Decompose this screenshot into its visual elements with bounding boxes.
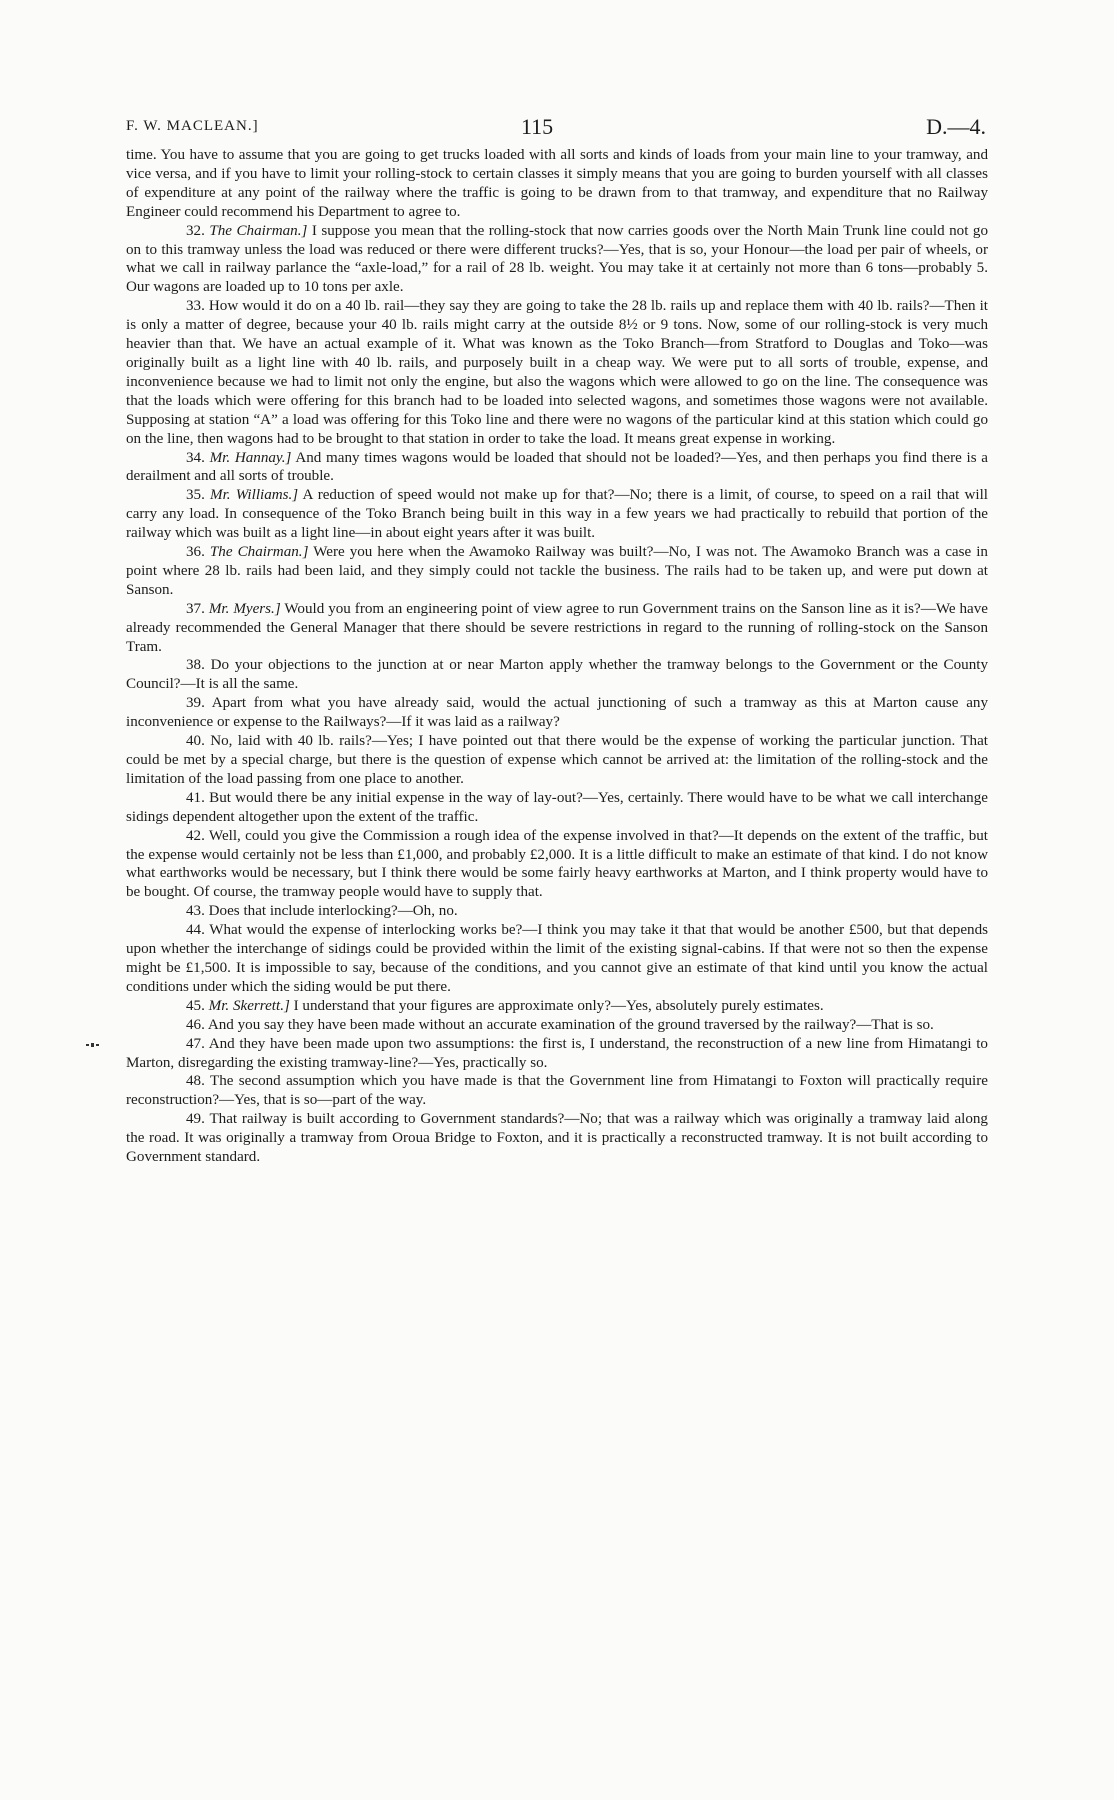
paragraph-text: Would you from an engineering point of view agree to run Government trains on the Sanson line as it is?—We have already recommended the General Manager that there should be severe restrictions in regard to the running of rolling-stock on the Sanson Tram. <box>126 600 988 655</box>
question-40 <box>126 732 988 789</box>
speaker-label: Mr. Skerrett.] <box>208 997 290 1014</box>
paragraph-text: And you say they have been made without an accurate examination of the ground traversed by the railway?—That is so. <box>207 1016 934 1033</box>
paragraph-continuation <box>126 146 988 222</box>
paragraph-text: Do your objections to the junction at or near Marton apply whether the tramway belongs to the Government or the County Council?—It is all the same. <box>126 657 988 693</box>
question-number: 42. <box>186 827 205 844</box>
question-34 <box>126 449 988 487</box>
page-number: 115 <box>521 114 554 139</box>
paragraph-text: What would the expense of interlocking works be?—I think you may take it that that would be another £500, but that depends upon whether the interchange of sidings could be provided within the limit of the existing signal-cabins. If that were not so then the expense might be £1,500. It is impossible to say, because of the conditions, and you cannot give an estimate of that kind until you know the actual conditions under which the siding would be put there. <box>126 922 988 995</box>
testimony-body <box>126 146 988 1167</box>
paragraph-text: No, laid with 40 lb. rails?—Yes; I have pointed out that there would be the expense of working the particular junction. That could be met by a special charge, but there is the question of expense which cannot be arrived at: the limitation of the rolling-stock and the limitation of the load passing from one place to another. <box>126 733 988 787</box>
question-41 <box>126 789 988 827</box>
question-36 <box>126 543 988 600</box>
paragraph-text: Well, could you give the Commission a rough idea of the expense involved in that?—It depends on the extent of the traffic, but the expense would certainly not be less than £1,000, and probably £2,000. It is a little difficult to make an estimate of that kind. I do not know what earthworks would be necessary, but I think there would be some fairly heavy earthworks at Marton, and I think property would have to be bought. Of course, the tramway people would have to supply that. <box>126 827 988 901</box>
paragraph-text: Were you here when the Awamoko Railway was built?—No, I was not. The Awamoko Branch was a case in point where 28 lb. rails had been laid, and they simply could not tackle the business. The rails had to be taken up, and were put down at Sanson. <box>126 544 988 598</box>
paragraph-text: How would it do on a 40 lb. rail—they say they are going to take the 28 lb. rails up and replace them with 40 lb. rails?—Then it is only a matter of degree, because your 40 lb. rails might carry at the outside 8½ or 9 tons. Now, some of our rolling-stock is very much heavier than that. We have an actual example of it. What was known as the Toko Branch—from Stratford to Douglas and Toko—was originally built as a light line with 40 lb. rails, and purposely built in a cheap way. We were put to all sorts of trouble, expense, and inconvenience because we had to limit not only the engine, but also the wagons which were allowed to go on the line. The consequence was that the loads which were offering for this branch had to be loaded into selected wagons, and sometimes those wagons were not available. Supposing at station “A” a load was offering for this Toko line and there were no wagons of the particular kind at this station which could go on the line, then wagons had to be brought to that station in order to take the load. It means great expense in working. <box>126 298 988 447</box>
question-33 <box>126 297 988 448</box>
paragraph-text: And many times wagons would be loaded that should not be loaded?—Yes, and then perhaps you find there is a derailment and all sorts of trouble. <box>126 449 988 485</box>
speaker-label: Mr. Hannay.] <box>209 449 292 466</box>
question-number: 44. <box>186 922 205 939</box>
question-44 <box>126 921 988 997</box>
question-number: 40. <box>186 733 205 750</box>
question-32 <box>126 222 988 298</box>
page-header <box>126 110 988 144</box>
question-43 <box>126 902 988 921</box>
question-number: 46. <box>186 1016 205 1033</box>
question-number: 38. <box>186 657 205 674</box>
question-number: 39. <box>186 695 205 712</box>
question-number: 43. <box>186 903 205 920</box>
question-number: 33. <box>186 298 205 315</box>
witness-name: F. W. MACLEAN.] <box>126 118 259 134</box>
question-45 <box>126 997 988 1016</box>
paragraph-text: Does that include interlocking?—Oh, no. <box>208 903 458 920</box>
paragraph-text: But would there be any initial expense in the way of lay-out?—Yes, certainly. There would have to be what we call interchange sidings dependent altogether upon the extent of the traffic. <box>126 789 988 825</box>
question-47 <box>126 1035 988 1073</box>
question-37 <box>126 600 988 657</box>
question-number: 34. <box>186 449 205 466</box>
document-reference: D.—4. <box>926 114 986 139</box>
paragraph-text: And they have been made upon two assumptions: the first is, I understand, the reconstruction of a new line from Himatangi to Marton, disregarding the existing tramway-line?—Yes, practically so. <box>126 1035 988 1071</box>
question-38 <box>126 656 988 694</box>
question-number: 45. <box>186 997 205 1014</box>
margin-mark-icon <box>86 1042 100 1048</box>
question-42 <box>126 827 988 903</box>
paragraph-text: That railway is built according to Government standards?—No; that was a railway which was originally a tramway laid along the road. It was originally a tramway from Oroua Bridge to Foxton, and it is practically a reconstructed tramway. It is not built according to Government standard. <box>126 1111 988 1166</box>
paragraph-text: The second assumption which you have made is that the Government line from Himatangi to Foxton will practically require reconstruction?—Yes, that is so—part of the way. <box>126 1073 988 1109</box>
speaker-label: Mr. Williams.] <box>210 487 299 504</box>
paragraph-text: I suppose you mean that the rolling-stock that now carries goods over the North Main Trunk line could not go on to this tramway unless the load was reduced or there were different trucks?—Yes, that is so, your Honour—the load per pair of wheels, or what we call in railway parlance the “axle-load,” for a rail of 28 lb. weight. You may take it at certainly not more than 6 tons—probably 5. Our wagons are loaded up to 10 tons per axle. <box>126 222 988 296</box>
document-page <box>126 110 988 1167</box>
paragraph-text: time. You have to assume that you are going to get trucks loaded with all sorts and kinds of loads from your main line to your tramway, and vice versa, and if you have to limit your rolling-stock to certain classes it simply means that you are going to burden yourself with all classes of expenditure at any point of the railway where the traffic is going to be drawn from to that tramway, and expenditure that no Railway Engineer could recommend his Department to agree to. <box>126 147 988 220</box>
speaker-label: The Chairman.] <box>209 222 308 239</box>
question-number: 41. <box>186 789 205 806</box>
question-number: 36. <box>186 544 205 561</box>
question-number: 48. <box>186 1073 205 1090</box>
paragraph-text: I understand that your figures are approximate only?—Yes, absolutely purely estimates. <box>293 997 824 1014</box>
question-46 <box>126 1016 988 1035</box>
speaker-label: The Chairman.] <box>209 544 309 561</box>
paragraph-text: Apart from what you have already said, would the actual junctioning of such a tramway as this at Marton cause any inconvenience or expense to the Railways?—If it was laid as a railway? <box>126 695 988 731</box>
question-number: 37. <box>186 600 205 617</box>
question-48 <box>126 1072 988 1110</box>
speaker-label: Mr. Myers.] <box>208 600 281 617</box>
question-number: 49. <box>186 1111 205 1128</box>
question-number: 47. <box>186 1035 205 1052</box>
question-number: 35. <box>186 487 205 504</box>
question-35 <box>126 486 988 543</box>
question-49 <box>126 1110 988 1167</box>
paragraph-text: A reduction of speed would not make up for that?—No; there is a limit, of course, to speed on a rail that will carry any load. In consequence of the Toko Branch being built in this way in a few years we had practically to rebuild that portion of the railway which was built as a light line—in about eight years after it was built. <box>126 487 988 542</box>
question-number: 32. <box>186 222 205 239</box>
question-39 <box>126 694 988 732</box>
